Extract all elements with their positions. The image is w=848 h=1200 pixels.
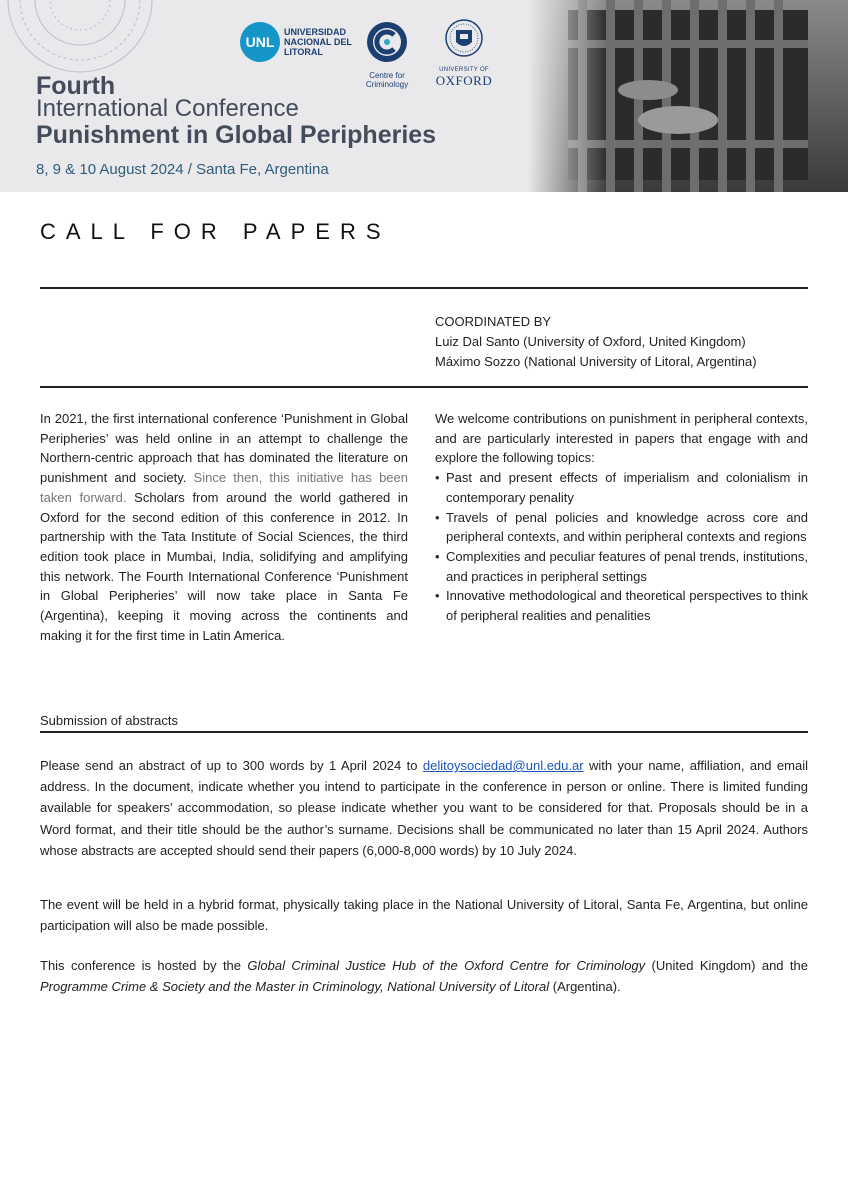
criminology-centre-logo	[362, 20, 412, 89]
topics-block	[435, 409, 808, 626]
format-paragraph: The event will be held in a hybrid format, physically taking place in the National University of Litoral, Santa Fe, Argentina, but online participation will also be made possible.	[40, 897, 808, 934]
host-oxford: Global Criminal Justice Hub of the Oxford Centre for Criminology	[247, 958, 646, 973]
coordinators-block	[435, 312, 757, 372]
criminology-centre-name: Centre for Criminology	[365, 71, 409, 89]
oxford-label-small: UNIVERSITY OF	[439, 67, 489, 73]
oxford-crest-icon	[444, 16, 484, 60]
submission-heading: Submission of abstracts	[40, 713, 179, 728]
list-item	[435, 468, 808, 507]
unl-mark: UNL	[240, 22, 280, 62]
submission-paragraph	[40, 755, 808, 861]
list-item	[435, 547, 808, 586]
intro-text-2: Since then, this initiative has been taken forward.	[40, 470, 408, 505]
email-link[interactable]: delitoysociedad@unl.edu.ar	[422, 758, 584, 773]
coordinators-label: COORDINATED BY	[435, 314, 552, 329]
topic-text: Complexities and peculiar features of penal trends, institutions, and practices in peripheral settings	[446, 548, 808, 584]
coordinator-1: Luiz Dal Santo (University of Oxford, United Kingdom)	[435, 334, 746, 349]
conference-dates: 8, 9 & 10 August 2024 / Santa Fe, Argentina	[36, 161, 329, 178]
divider-top	[40, 287, 808, 289]
host-paragraph	[40, 955, 808, 997]
submission-text-2: with your name, affiliation, and email address. In the document, indicate whether you intend to participate in the conference in person or online. There is limited funding available for speakers’ accommodation, so please indicate whether you want to be considered for that. Proposals should be in a Word format, and their title should be the author’s surname. Decisions shall be communicated no later than 15 April 2024. Authors whose abstracts are accepted should send their papers (6,000-8,000 words) by 10 July 2024.	[40, 758, 809, 858]
prison-bars-photo	[528, 0, 848, 192]
bullet-icon: •	[435, 470, 440, 486]
host-text-2: (United Kingdom) and the	[645, 958, 808, 973]
unl-name: UNIVERSIDAD NACIONAL DEL LITORAL	[284, 27, 352, 57]
criminology-emblem-icon	[365, 20, 409, 64]
bullet-icon: •	[435, 548, 440, 564]
oxford-label: OXFORD	[435, 73, 493, 88]
coordinator-2: Máximo Sozzo (National University of Litoral, Argentina)	[435, 354, 757, 369]
intro-paragraph	[40, 409, 408, 645]
list-item	[435, 586, 808, 625]
bullet-icon: •	[435, 588, 440, 604]
divider-middle	[40, 386, 808, 388]
host-text-3: (Argentina).	[549, 979, 621, 995]
intro-text-3: Scholars from around the world gathered in Oxford for the second edition of this conference in 2012. In partnership with the Tata Institute of Social Sciences, the third edition took place in Mumbai, India, solidifying and amplifying this network. The Fourth International Conference ‘Punishment in Global Peripheries’ will now take place in Santa Fe (Argentina), keeping it moving across the continents and making it for the first time in Latin America.	[40, 489, 408, 643]
list-item	[435, 508, 808, 547]
conference-type: International Conference	[36, 95, 299, 122]
conference-edition: Fourth	[36, 72, 116, 100]
conference-banner	[0, 0, 848, 192]
topic-text: Past and present effects of imperialism and colonialism in contemporary penality	[446, 470, 808, 505]
oxford-logo	[430, 16, 498, 89]
conference-title: Punishment in Global Peripheries	[36, 121, 437, 149]
topic-text: Travels of penal policies and knowledge across core and peripheral contexts, and within peripheral contexts and regions	[446, 509, 808, 545]
topic-text: Innovative methodological and theoretical perspectives to think of peripheral realities and penalities	[446, 588, 808, 624]
page-heading: CALL FOR PAPERS	[40, 219, 391, 244]
submission-text-1: Please send an abstract of up to 300 words by 1 April 2024 to	[40, 758, 423, 773]
divider-submission	[40, 731, 808, 733]
intro-text-1: In 2021, the first international conference ‘Punishment in Global Peripheries’ was held online in an attempt to challenge the Northern-centric approach that has dominated the literature on punishment and society.	[40, 411, 408, 486]
host-unl: Programme Crime & Society and the Master in Criminology, National University of Litoral	[40, 979, 550, 995]
unl-logo	[240, 22, 354, 62]
host-text-1: This conference is hosted by the	[40, 958, 248, 973]
bullet-icon: •	[435, 509, 440, 525]
topics-lead: We welcome contributions on punishment in peripheral contexts, and are particularly interested in papers that engage with and explore the following topics:	[435, 411, 808, 466]
